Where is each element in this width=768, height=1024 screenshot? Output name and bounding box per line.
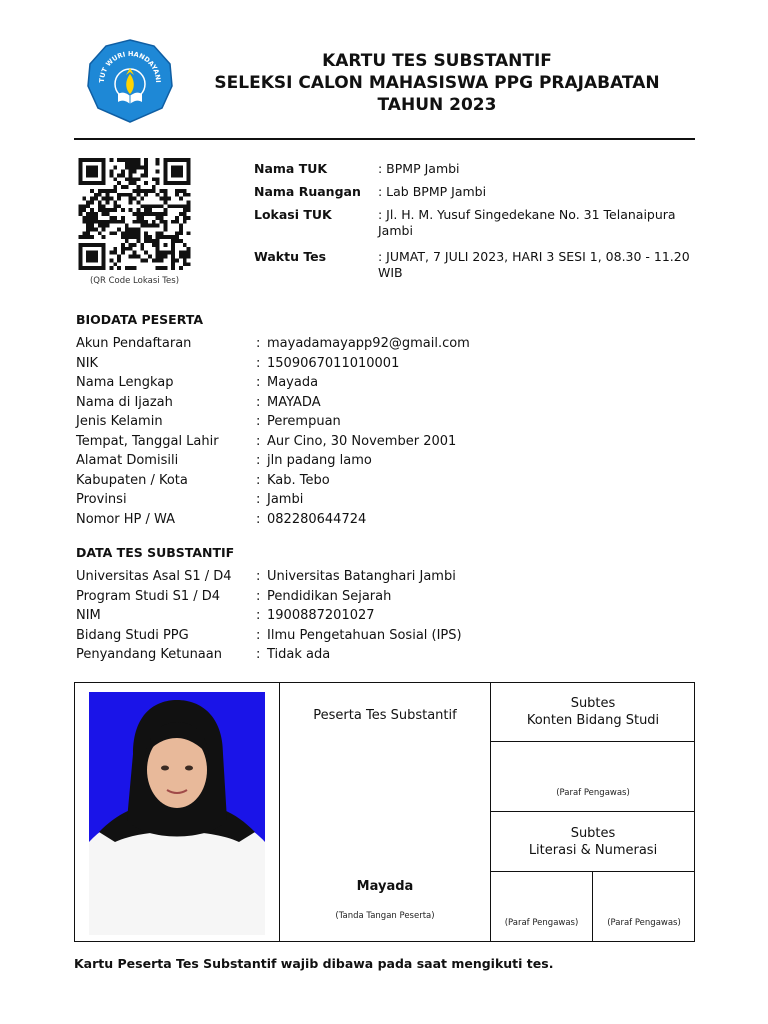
qr-caption: (QR Code Lokasi Tes) — [89, 276, 180, 286]
field-separator: : — [256, 336, 261, 351]
tuk-row — [254, 249, 694, 283]
field-value: Perempuan — [267, 414, 341, 429]
field-row — [76, 471, 696, 491]
field-row — [76, 606, 696, 626]
field-separator: : — [256, 492, 261, 507]
participant-photo — [89, 692, 265, 935]
field-value: Jambi — [267, 492, 304, 507]
field-value: 082280644724 — [267, 511, 367, 527]
field-label: Nama di Ijazah — [76, 394, 173, 410]
subtes-literasi-line-1: Subtes — [570, 826, 616, 841]
signature-table — [74, 682, 695, 942]
data-tes-table — [76, 567, 696, 665]
tuk-label: Nama TUK — [254, 161, 328, 176]
field-value: 1509067011010001 — [267, 355, 400, 371]
field-value: MAYADA — [267, 394, 321, 410]
test-location-info — [254, 161, 694, 283]
subtes-literasi-title — [491, 825, 695, 859]
field-value: Ilmu Pengetahuan Sosial (IPS) — [267, 627, 462, 643]
field-separator: : — [256, 588, 261, 604]
field-row — [76, 451, 696, 471]
field-separator: : — [256, 414, 261, 429]
paraf-pengawas-3: (Paraf Pengawas) — [607, 918, 681, 928]
data-tes-title: DATA TES SUBSTANTIF — [76, 545, 235, 560]
document-title — [179, 50, 695, 116]
tut-wuri-handayani-logo — [84, 38, 176, 124]
field-label: Kabupaten / Kota — [76, 472, 188, 488]
qr-code — [76, 158, 193, 270]
participant-sign-caption: (Tanda Tangan Peserta) — [335, 911, 435, 921]
tuk-label: Waktu Tes — [254, 249, 327, 264]
field-separator: : — [256, 511, 261, 527]
field-row — [76, 373, 696, 393]
field-separator: : — [256, 394, 261, 410]
field-row — [76, 432, 696, 452]
title-line-2: SELEKSI CALON MAHASISWA PPG PRAJABATAN — [214, 73, 660, 93]
field-label: Penyandang Ketunaan — [76, 647, 222, 662]
field-value: 1900887201027 — [267, 608, 375, 623]
field-label: NIM — [76, 608, 101, 623]
field-value: Aur Cino, 30 November 2001 — [267, 433, 457, 449]
field-row — [76, 490, 696, 510]
field-separator: : — [256, 375, 261, 390]
field-label: Universitas Asal S1 / D4 — [76, 569, 232, 584]
field-separator: : — [256, 472, 261, 488]
field-row — [76, 334, 696, 354]
field-separator: : — [256, 355, 261, 371]
biodata-table — [76, 334, 696, 529]
field-value: Tidak ada — [267, 647, 331, 662]
field-label: Provinsi — [76, 492, 127, 507]
participant-name: Mayada — [356, 879, 414, 894]
field-value: Universitas Batanghari Jambi — [267, 569, 456, 584]
field-value: Kab. Tebo — [267, 472, 330, 488]
field-label: Nomor HP / WA — [76, 511, 176, 527]
field-row — [76, 645, 696, 665]
divider — [490, 811, 695, 812]
tuk-value: : Lab BPMP Jambi — [378, 184, 487, 199]
field-label: Jenis Kelamin — [76, 414, 163, 429]
field-separator: : — [256, 608, 261, 623]
participant-heading: Peserta Tes Substantif — [313, 708, 457, 723]
field-separator: : — [256, 627, 261, 643]
tuk-label: Lokasi TUK — [254, 207, 332, 222]
field-separator: : — [256, 647, 261, 662]
tuk-row — [254, 207, 694, 249]
tuk-label: Nama Ruangan — [254, 184, 361, 199]
field-value: jln padang lamo — [267, 453, 372, 468]
field-value: Mayada — [267, 375, 319, 390]
footer-note: Kartu Peserta Tes Substantif wajib dibawa pada saat mengikuti tes. — [74, 956, 554, 971]
field-label: Tempat, Tanggal Lahir — [76, 433, 219, 449]
field-separator: : — [256, 433, 261, 449]
field-label: Akun Pendaftaran — [76, 336, 192, 351]
header — [74, 38, 695, 126]
field-row — [76, 626, 696, 646]
svg-text:TUT WURI HANDAYANI: TUT WURI HANDAYANI — [97, 49, 163, 83]
paraf-pengawas-2: (Paraf Pengawas) — [504, 918, 579, 928]
subtes-konten-title — [491, 695, 695, 729]
field-label: Program Studi S1 / D4 — [76, 588, 221, 604]
field-value: Pendidikan Sejarah — [267, 588, 392, 604]
field-row — [76, 567, 696, 587]
field-label: NIK — [76, 355, 99, 371]
field-label: Bidang Studi PPG — [76, 627, 189, 643]
subtes-konten-line-1: Subtes — [570, 696, 616, 711]
field-row — [76, 587, 696, 607]
tuk-value: : Jl. H. M. Yusuf Singedekane No. 31 Telanaipura Jambi — [378, 207, 676, 238]
field-row — [76, 393, 696, 413]
field-row — [76, 354, 696, 374]
tuk-row — [254, 161, 694, 184]
tuk-row — [254, 184, 694, 207]
subtes-konten-line-2: Konten Bidang Studi — [526, 713, 660, 728]
field-separator: : — [256, 569, 261, 584]
field-row — [76, 510, 696, 530]
tuk-value: : JUMAT, 7 JULI 2023, HARI 3 SESI 1, 08.30 - 11.20 WIB — [378, 249, 690, 280]
field-row — [76, 412, 696, 432]
field-value: mayadamayapp92@gmail.com — [267, 336, 470, 351]
field-separator: : — [256, 453, 261, 468]
paraf-pengawas-1: (Paraf Pengawas) — [556, 788, 630, 798]
title-line-3: TAHUN 2023 — [377, 95, 497, 115]
field-label: Alamat Domisili — [76, 453, 179, 468]
tuk-value: : BPMP Jambi — [378, 161, 460, 176]
divider — [490, 741, 695, 742]
biodata-title: BIODATA PESERTA — [76, 312, 204, 327]
subtes-literasi-line-2: Literasi & Numerasi — [528, 843, 658, 858]
title-line-1: KARTU TES SUBSTANTIF — [322, 51, 552, 71]
field-label: Nama Lengkap — [76, 375, 174, 390]
header-divider — [74, 138, 695, 140]
